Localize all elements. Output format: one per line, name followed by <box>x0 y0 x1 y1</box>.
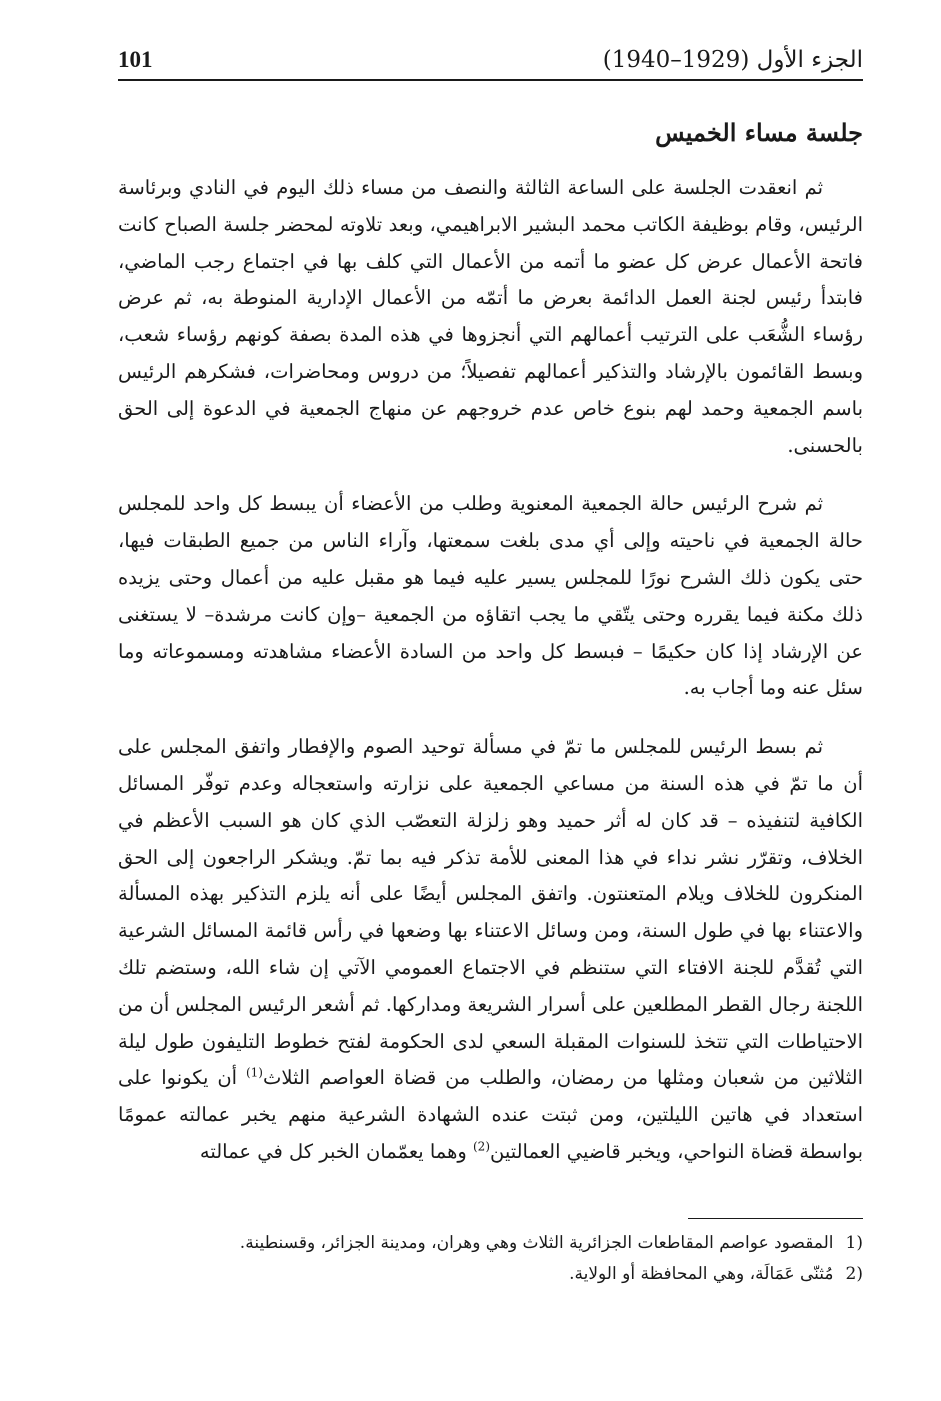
footnote-number: 1) <box>845 1233 863 1253</box>
footnotes <box>118 1228 863 1290</box>
footnote-2 <box>118 1259 863 1290</box>
paragraph-2: ثم شرح الرئيس حالة الجمعية المعنوية وطلب من الأعضاء أن يبسط كل واحد للمجلس حالة الجمعية في ناحيته وإلى أي مدى بلغت سمعتها، وآراء الناس من جميع الطبقات فيها، حتى يكون ذلك الشرح نورًا للمجلس يسير عليه فيما هو مقبل عليه من أعمال وحتى يزيده ذلك مكنة فيما يقرره وحتى يتّقي ما يجب اتقاؤه من الجمعية –وإن كانت مرشدة– لا يستغنى عن الإرشاد إذا كان حكيمًا – فبسط كل واحد من السادة الأعضاء مشاهدته ومسموعاته وما سئل عنه وما أجاب به. <box>118 492 863 700</box>
footnote-text: مُثنّى عَمَالَة، وهي المحافظة أو الولاية. <box>569 1264 834 1284</box>
paragraph-3-text-part2: أن يكونوا على استعداد في هاتين الليلتين، ومن ثبتت عنده الشهادة الشرعية منهم يخبر عمالته عمومًا بواسطة قضاة النواحي، ويخبر قاضيي العمالتين <box>118 1066 863 1163</box>
footnote-rule <box>688 1218 863 1219</box>
paragraph-3 <box>118 729 863 1171</box>
footnote-number: 2) <box>845 1264 863 1284</box>
paragraph-1: ثم انعقدت الجلسة على الساعة الثالثة والنصف من مساء ذلك اليوم في النادي وبرئاسة الرئيس، وقام بوظيفة الكاتب محمد البشير الابراهيمي، وبعد تلاوته لمحضر جلسة الصباح كانت فاتحة الأعمال عرض كل عضو ما أتمه من الأعمال التي كلف بها في اجتماع رجب الماضي، فابتدأ رئيس لجنة العمل الدائمة بعرض ما أتمّه من الأعمال الإدارية المنوطة به، ثم عرض رؤساء الشُّعَب على الترتيب أعمالهم التي أنجزوها في هذه المدة بصفة كونهم رؤساء شعب، وبسط القائمون بالإرشاد والتذكير أعمالهم تفصيلاً؛ من دروس ومحاضرات، فشكرهم الرئيس باسم الجمعية وحمد لهم بنوع خاص عدم خروجهم عن منهاج الجمعية في الدعوة إلى الحق بالحسنى. <box>118 176 863 457</box>
footnote-marker-1: (1) <box>245 1065 263 1080</box>
footnote-text: المقصود عواصم المقاطعات الجزائرية الثلاث وهي وهران، ومدينة الجزائر، وقسنطينة. <box>239 1233 834 1253</box>
running-head: الجزء الأول (1929–1940) <box>602 47 863 73</box>
header-rule <box>118 79 863 81</box>
footnote-marker-2: (2) <box>472 1139 490 1154</box>
page-header <box>118 40 863 80</box>
section-title: جلسة مساء الخميس <box>655 118 863 147</box>
page-number: 101 <box>118 47 153 72</box>
paragraph-3-text-part3: وهما يعمّمان الخبر كل في عمالته <box>199 1139 473 1163</box>
body-text <box>118 170 863 1193</box>
footnote-1 <box>118 1228 863 1259</box>
paragraph-3-text: ثم بسط الرئيس للمجلس ما تمّ في مسألة توحيد الصوم والإفطار واتفق المجلس على أن ما تمّ في هذه السنة من مساعي الجمعية على نزارته واستعجاله وعدم توفّر المسائل الكافية لتنفيذه – قد كان له أثر حميد وهو زلزلة التعصّب الذي كان هو السبب الأعظم في الخلاف، وتقرّر نشر نداء في هذا المعنى للأمة تذكر فيه بما تمّ. ويشكر الراجعون إلى الحق المنكرون للخلاف ويلام المتعنتون. واتفق المجلس أيضًا على أنه يلزم التذكير بهذه المسألة والاعتناء بها في طول السنة، ومن وسائل الاعتناء بها وضعها في رأس قائمة المسائل الشرعية التي تُقدَّم للجنة الافتاء التي ستنظم في الاجتماع العمومي الآتي إن شاء الله، وستضم تلك اللجنة رجال القطر المطلعين على أسرار الشريعة ومداركها. ثم أشعر الرئيس المجلس أن من الاحتياطات التي تتخذ للسنوات المقبلة السعي لدى الحكومة لفتح خطوط التليفون طول ليلة الثلاثين من شعبان ومثلها من رمضان، والطلب من قضاة العواصم الثلاث <box>118 735 863 1090</box>
